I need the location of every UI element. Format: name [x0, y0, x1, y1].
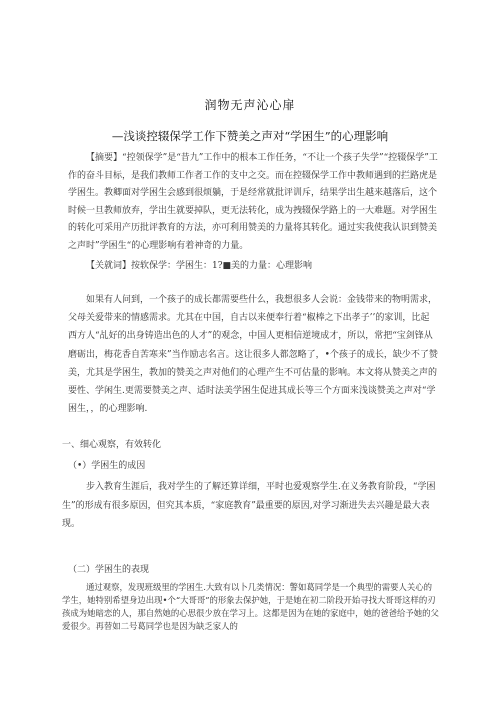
body-paragraph: 步入教育生涯后，我对学生的了解还算详细，平时也爱观察学生.在义务教育阶段，“学困生”的形成有很多原因，但究其本质，“家庭教育”最重要的原因,对学习渐进失去兴趣是最大表现。	[62, 482, 436, 529]
keywords-line: 【关就词】按软保学：学困生：1?■美的力量：心理影响	[86, 261, 313, 271]
abstract-paragraph: 【摘要】“控领保学”是“昔九”工作中的根本工作任务，“不让一个孩子失学”“控辍保学”工作的奋斗目标，是我们教师工作者工作的支中之交。而在控辍保学工作中教师遇到的拦路虎是学困生。教卿面对学困生会感到很烦躺，于是经常就批评训斥，结果学出生越来越落后，这个时候一旦教师放弃，学出生就要掉队，更无法转化，成为拽辍保学路上的一大难题。对学困生的转化可采用产历批评教育的方法，亦可利用赞美的力量将其转化。通过实我使我认识到赞美之声时”学困生“的心理影响有着神奇的力量。	[68, 153, 438, 251]
subsection-heading: （•）学困生的成因	[68, 461, 146, 471]
document-subtitle: —浅谈控辍保学工作下赞美之声对“学困生”的心理影响	[111, 129, 389, 143]
section-heading: 一、细心观察，有效转化	[62, 440, 162, 450]
document-title: 润物无声沁心扉	[204, 98, 296, 112]
subsection-heading: （二）学困生的表现	[68, 565, 150, 575]
body-paragraph: 通过观察，发现班级里的学困生.大致有以卜几类情况：警如葛同学是一个典型的需要人关心的学生，她特别希望身边出现•个“大哥哥”的形象去保护她，于是她在初二阶段开始寻找大哥哥这样的刃孩成为她暗恋的人，那自然她的心思很少放在学习上。这都是因为在她的家庭中，她的爸爸给予她的父爱很少。再替如二号葛同学也是因为缺乏家人的	[62, 582, 439, 631]
intro-paragraph: 如果有人问到，一个孩子的成长都需要些什么，我想很多人会说：金钱带来的物明需求，父母关爱带来的情感需求。尤其在中国，自古以来便奉行着“椒棒之下出孝子’’的家训，比起西方人“乩好的出身铸造出色的人才”的观念，中国人更相信逆境成才，所以，常把“宝剑锋从磨砺出，梅花香自苦寒来”当作励志名言。这让很多人都忽略了，•个孩子的成长，缺少不了赞美，尤其是学困生，教加的赞美之声对他们的心理产生不可估量的影响。本文将从赞美之声的要性、学闲生.更需要赞美之声、适时法美学困生促进其成长等三个方面来浅谈赞美之声对“学困生，，的心理影响.	[68, 295, 438, 415]
